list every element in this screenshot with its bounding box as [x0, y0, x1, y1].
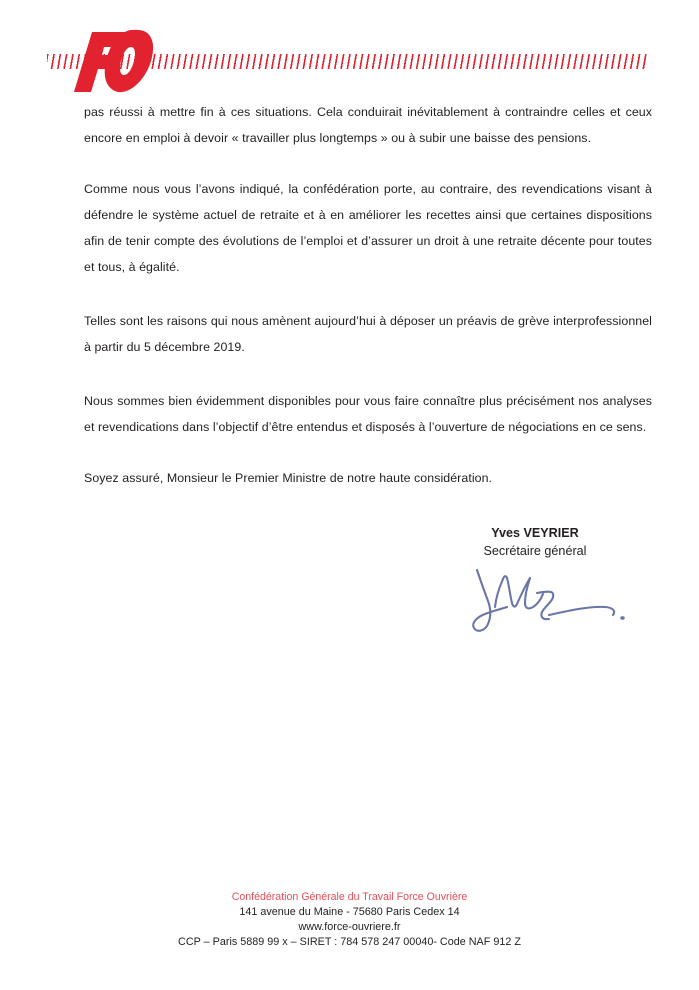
handwritten-signature: [455, 562, 640, 640]
paragraph: pas réussi à mettre fin à ces situations. Cela conduirait inévitablement à contraindre celles et ceux encore en emploi à devoir « travailler plus longtemps » ou à subir une baisse des pensions.: [84, 105, 652, 145]
footer-website: www.force-ouvriere.fr: [298, 921, 401, 933]
paragraph: Comme nous vous l’avons indiqué, la confédération porte, au contraire, des revendications visant à défendre le système actuel de retraite et à en améliorer les recettes ainsi que certaines dispositions afin de tenir compte des évolutions de l’emploi et d’assurer un droit à une retraite décente pour toutes et tous, à égalité.: [84, 182, 652, 274]
signatory-name: Yves VEYRIER: [491, 526, 579, 540]
signature-block: [430, 524, 640, 561]
closing-salutation: Soyez assuré, Monsieur le Premier Ministre de notre haute considération.: [84, 471, 493, 485]
footer-address: 141 avenue du Maine - 75680 Paris Cedex 14: [239, 906, 460, 918]
letter-body: [84, 99, 652, 491]
page-footer: [0, 890, 699, 950]
footer-organization: Confédération Générale du Travail Force Ouvrière: [231, 891, 468, 903]
paragraph: Telles sont les raisons qui nous amènent aujourd’hui à déposer un préavis de grève interprofessionnel à partir du 5 décembre 2019.: [84, 314, 652, 354]
letterhead: [0, 28, 699, 96]
footer-legal-info: CCP – Paris 5889 99 x – SIRET : 784 578 247 00040- Code NAF 912 Z: [178, 936, 521, 948]
paragraph: Nous sommes bien évidemment disponibles pour vous faire connaître plus précisément nos analyses et revendications dans l’objectif d’être entendus et disposés à l’ouverture de négociations en ce sens.: [84, 394, 652, 434]
signatory-title: Secrétaire général: [483, 544, 587, 558]
fo-union-logo: [68, 28, 154, 94]
